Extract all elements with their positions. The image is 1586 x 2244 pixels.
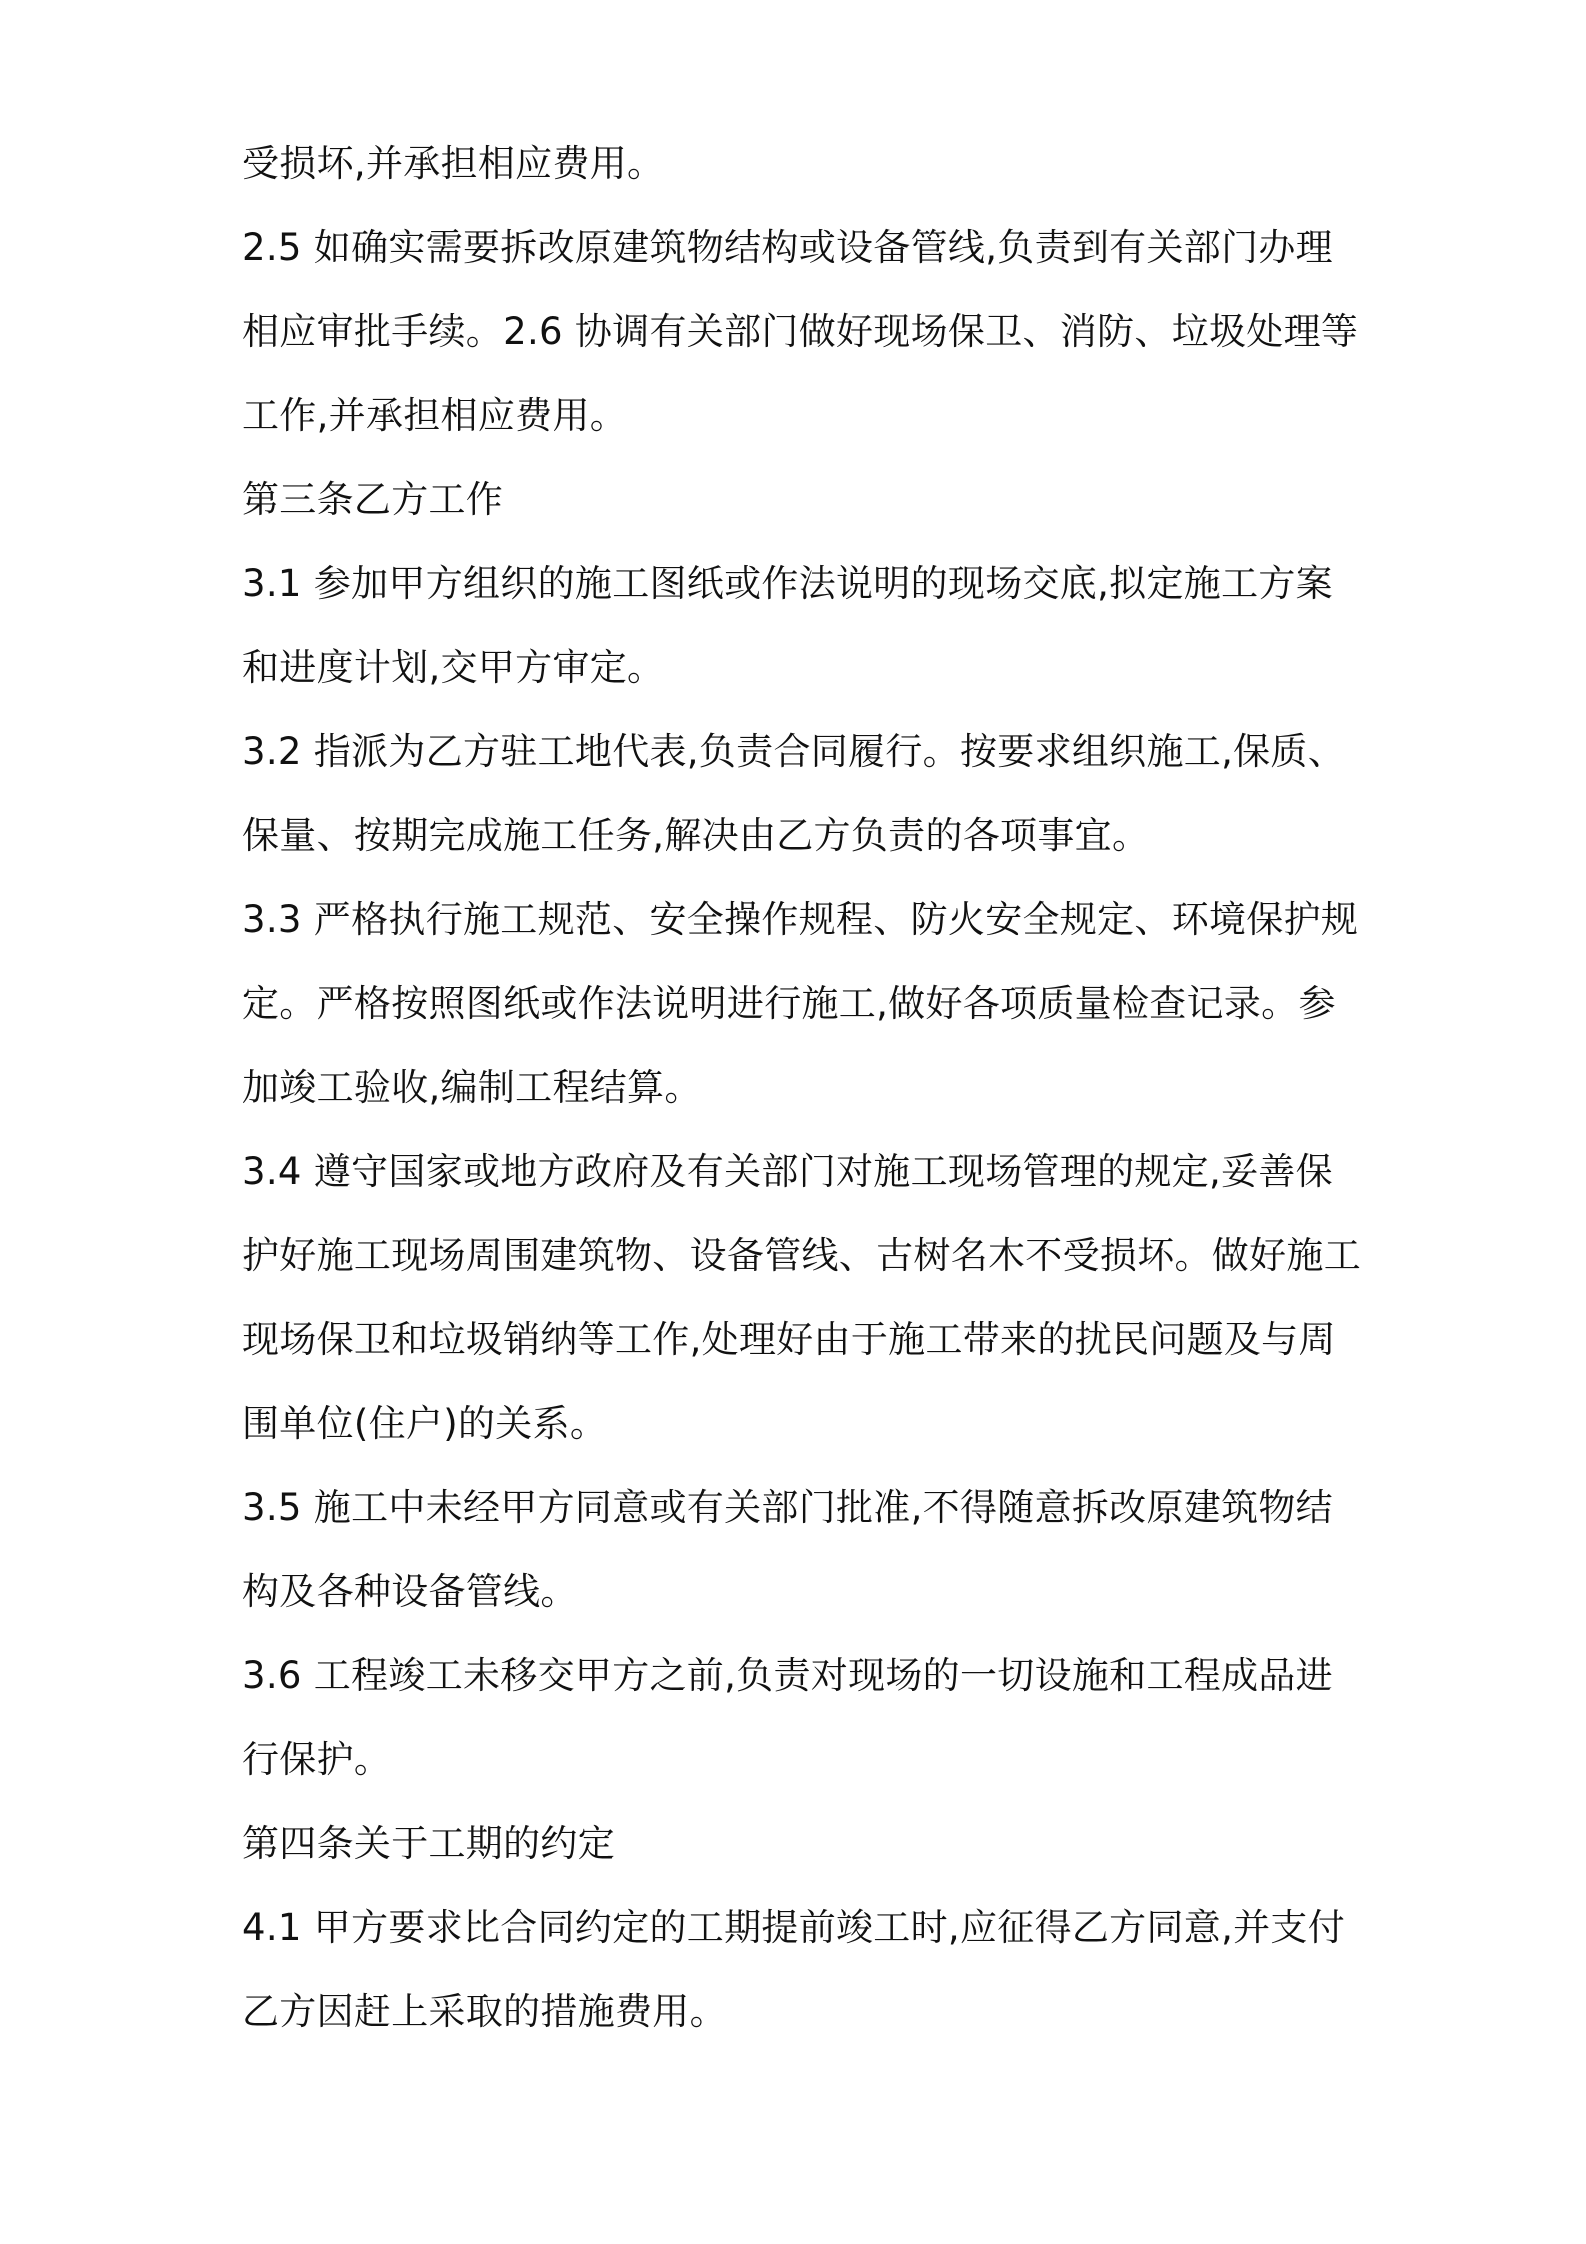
text-line: 2.5 如确实需要拆改原建筑物结构或设备管线,负责到有关部门办理 bbox=[242, 226, 1333, 269]
text-line: 4.1 甲方要求比合同约定的工期提前竣工时,应征得乙方同意,并支付 bbox=[242, 1906, 1346, 1949]
text-line: 现场保卫和垃圾销纳等工作,处理好由于施工带来的扰民问题及与周 bbox=[242, 1318, 1336, 1361]
text-line: 相应审批手续。2.6 协调有关部门做好现场保卫、消防、垃圾处理等 bbox=[242, 310, 1359, 353]
text-line: 3.6 工程竣工未移交甲方之前,负责对现场的一切设施和工程成品进 bbox=[242, 1654, 1333, 1697]
text-line: 3.1 参加甲方组织的施工图纸或作法说明的现场交底,拟定施工方案 bbox=[242, 562, 1333, 605]
text-line: 3.5 施工中未经甲方同意或有关部门批准,不得随意拆改原建筑物结 bbox=[242, 1486, 1333, 1529]
text-line: 3.4 遵守国家或地方政府及有关部门对施工现场管理的规定,妥善保 bbox=[242, 1150, 1333, 1193]
text-line: 3.3 严格执行施工规范、安全操作规程、防火安全规定、环境保护规 bbox=[242, 898, 1359, 941]
text-line: 保量、按期完成施工任务,解决由乙方负责的各项事宜。 bbox=[242, 814, 1150, 857]
document-page bbox=[242, 122, 1361, 2054]
text-line: 和进度计划,交甲方审定。 bbox=[242, 646, 665, 689]
text-line: 乙方因赶上采取的措施费用。 bbox=[242, 1990, 727, 2033]
text-line: 围单位(住户)的关系。 bbox=[242, 1402, 608, 1445]
text-line: 受损坏,并承担相应费用。 bbox=[242, 142, 665, 185]
text-line: 护好施工现场周围建筑物、设备管线、古树名木不受损坏。做好施工 bbox=[242, 1234, 1361, 1277]
text-line: 工作,并承担相应费用。 bbox=[242, 394, 628, 437]
text-line: 加竣工验收,编制工程结算。 bbox=[242, 1066, 702, 1109]
section-heading: 第三条乙方工作 bbox=[242, 478, 504, 521]
text-line: 定。严格按照图纸或作法说明进行施工,做好各项质量检查记录。参 bbox=[242, 982, 1336, 1025]
text-line: 构及各种设备管线。 bbox=[242, 1570, 578, 1613]
text-line: 行保护。 bbox=[242, 1738, 392, 1781]
section-heading: 第四条关于工期的约定 bbox=[242, 1822, 615, 1865]
text-line: 3.2 指派为乙方驻工地代表,负责合同履行。按要求组织施工,保质、 bbox=[242, 730, 1346, 773]
